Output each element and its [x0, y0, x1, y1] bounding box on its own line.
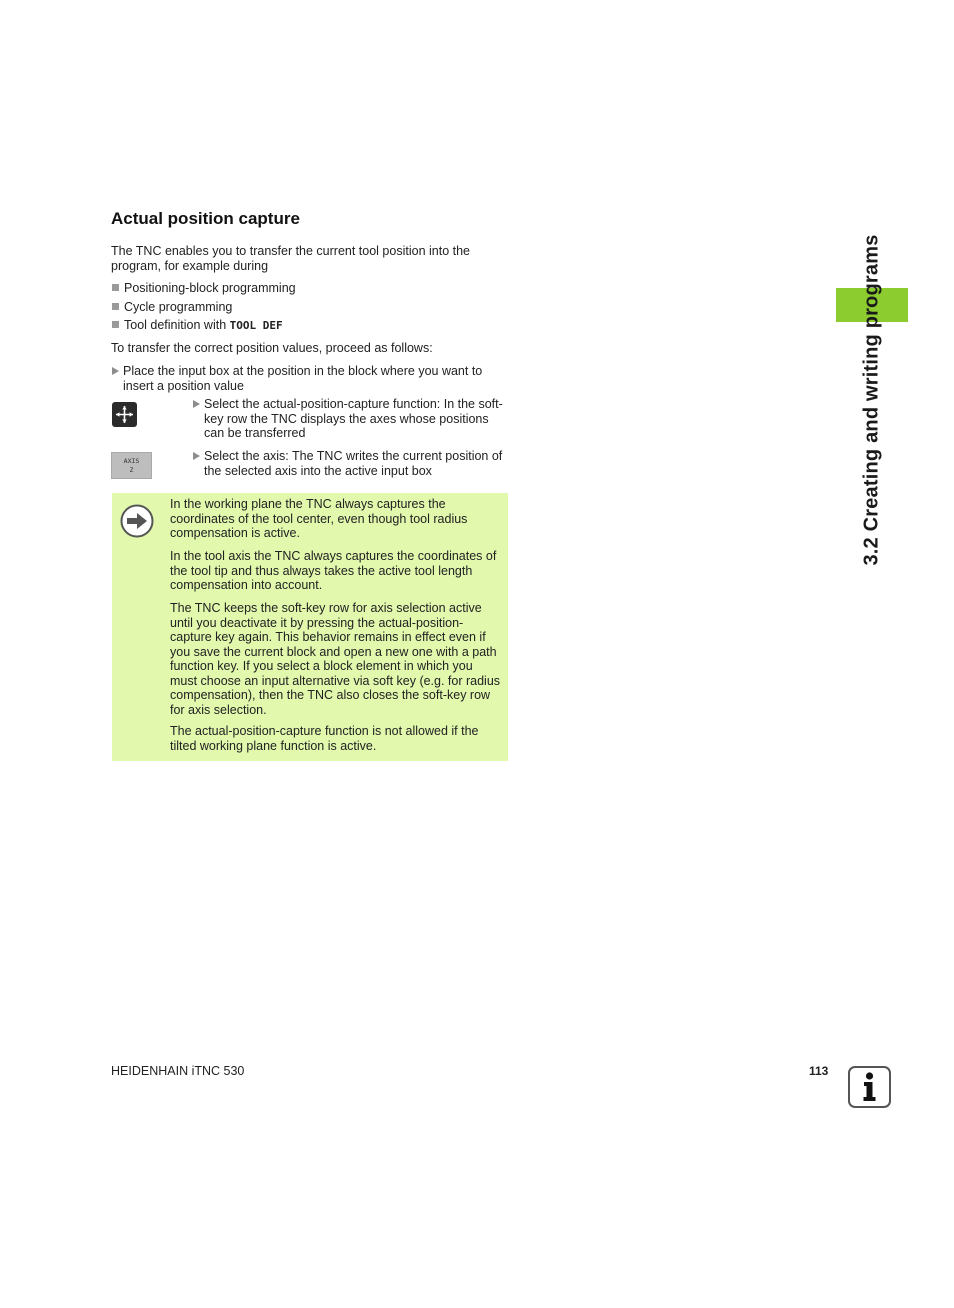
bullet-text: Cycle programming: [124, 300, 233, 314]
intro-paragraph: The TNC enables you to transfer the current tool position into the program, for example during: [111, 244, 470, 273]
step-text: Place the input box at the position in the block where you want to insert a position value: [123, 364, 483, 393]
step-arrow-icon: [112, 367, 119, 375]
note-paragraph: The actual-position-capture function is not allowed if the tilted working plane function is active.: [170, 724, 479, 753]
footer-product-name: HEIDENHAIN iTNC 530: [111, 1064, 245, 1078]
bullet-item: [112, 281, 296, 296]
softkey-line: Z: [129, 466, 134, 474]
page-number: 113: [809, 1064, 829, 1078]
softkey-line: AXIS: [123, 457, 140, 465]
note-paragraph: In the working plane the TNC always captures the coordinates of the tool center, even though tool radius compensation is active.: [170, 497, 468, 540]
bullet-item: [112, 300, 232, 315]
bullet-item: [112, 318, 283, 334]
bullet-square: [112, 284, 119, 291]
actual-position-capture-key-icon: [112, 402, 137, 427]
chapter-title-vertical: 3.2 Creating and writing programs: [860, 234, 883, 566]
tool-def-code: TOOL DEF: [229, 319, 283, 332]
note-paragraph: The TNC keeps the soft-key row for axis selection active until you deactivate it by pressing the actual-position-capture key again. This behavior remains in effect even if you save the current block and open a new one with a path function key. If you select a block element in which you must choose an input alternative via soft key (e.g. for radius compensation), then the TNC also closes the soft-key row for axis selection.: [170, 601, 501, 717]
arrow-right-circle-icon: [120, 504, 154, 538]
bullet-text: Tool definition with: [124, 318, 230, 332]
axis-z-softkey: [111, 452, 152, 479]
step-text: Select the axis: The TNC writes the current position of the selected axis into the active input box: [204, 449, 503, 478]
info-i-icon: [848, 1066, 891, 1108]
note-paragraph: In the tool axis the TNC always captures the coordinates of the tool tip and thus always takes the active tool length compensation into account.: [170, 549, 497, 592]
section-heading: Actual position capture: [111, 209, 300, 228]
bullet-square: [112, 321, 119, 328]
step-text: Select the actual-position-capture function: In the soft-key row the TNC displays the axes whose positions can be transferred: [204, 397, 503, 440]
bullet-text: Positioning-block programming: [124, 281, 296, 295]
step-arrow-icon: [193, 452, 200, 460]
bullet-square: [112, 303, 119, 310]
procedure-intro: To transfer the correct position values, proceed as follows:: [111, 341, 433, 355]
step-arrow-icon: [193, 400, 200, 408]
